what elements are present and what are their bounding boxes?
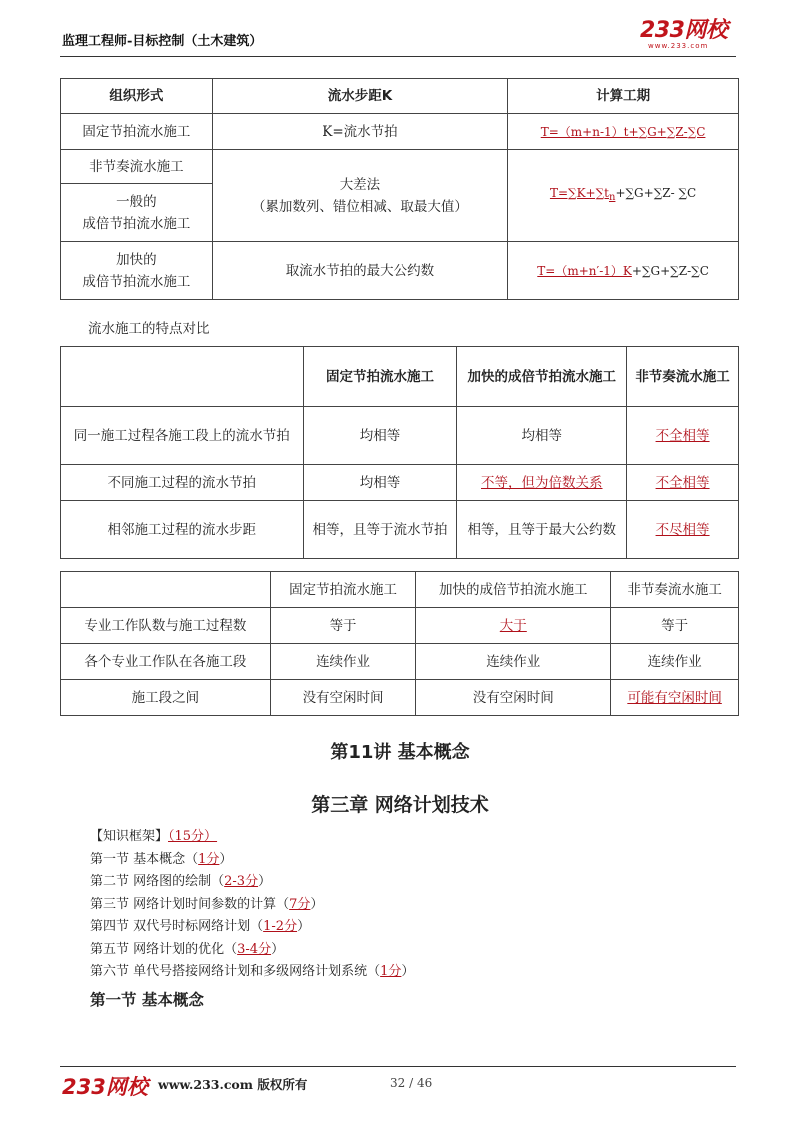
table-cell: 不等，但为倍数关系 (457, 465, 627, 501)
table-cell: 连续作业 (611, 644, 739, 680)
col-header: 组织形式 (61, 79, 213, 114)
framework-score: （15分） (168, 829, 218, 844)
item-text: 第二节 网络图的绘制（ (90, 874, 225, 889)
row-label: 施工段之间 (61, 680, 271, 716)
cell-line: 成倍节拍流水施工 (82, 273, 191, 290)
table-cell: 相等，且等于流水节拍 (303, 501, 457, 559)
framework-label (90, 826, 414, 849)
page-number: 32 / 46 (390, 1076, 433, 1090)
row-label: 各个专业工作队在各施工段 (61, 644, 271, 680)
cell-line: 一般的 (116, 193, 157, 210)
item-text: 第一节 基本概念（ (90, 851, 199, 867)
table-cell: 均相等 (457, 407, 627, 465)
table-cell: 连续作业 (416, 644, 611, 680)
footer-copyright: www.233.com 版权所有 (158, 1077, 308, 1092)
col-header (61, 347, 304, 407)
table-cell: 可能有空闲时间 (611, 680, 739, 716)
cell-line: 成倍节拍流水施工 (82, 215, 191, 232)
col-header: 流水步距K (212, 79, 507, 114)
item-score: 1分 (380, 964, 402, 979)
brand-logo (640, 20, 740, 56)
item-score: 3-4分 (237, 941, 272, 957)
col-header: 加快的成倍节拍流水施工 (416, 572, 611, 608)
table-cell (508, 242, 739, 300)
list-item (90, 871, 414, 894)
formula-table (60, 78, 739, 300)
col-header: 固定节拍流水施工 (270, 572, 416, 608)
list-item (90, 894, 414, 917)
table-cell (212, 150, 507, 242)
item-end: ） (258, 874, 272, 889)
table-cell: 不尽相等 (627, 501, 739, 559)
cell-line: （累加数列、错位相减、取最大值） (251, 198, 468, 215)
col-header (61, 572, 271, 608)
row-label: 不同施工过程的流水节拍 (61, 465, 304, 501)
col-header: 加快的成倍节拍流水施工 (457, 347, 627, 407)
table-cell: 大于 (416, 608, 611, 644)
item-end: ） (219, 851, 233, 867)
section-title: 第一节 基本概念 (90, 991, 204, 1009)
table-cell: 等于 (611, 608, 739, 644)
logo-text: 233网校 (640, 18, 728, 43)
list-item (90, 916, 414, 939)
col-header: 计算工期 (508, 79, 739, 114)
list-item (90, 939, 414, 962)
row-label: 专业工作队数与施工过程数 (61, 608, 271, 644)
table-cell: T=（m+n-1）t+∑G+∑Z-∑C (508, 114, 739, 150)
item-end: ） (297, 919, 311, 934)
header-rule (60, 56, 736, 57)
logo-url: www.233.com (648, 42, 709, 50)
lecture-title: 第11讲 基本概念 (330, 742, 470, 763)
item-score: 1-2分 (263, 919, 298, 934)
table-cell (508, 150, 739, 242)
table-cell: 固定节拍流水施工 (61, 114, 213, 150)
col-header: 非节奏流水施工 (627, 347, 739, 407)
item-text: 第五节 网络计划的优化（ (90, 941, 238, 957)
chapter-title: 第三章 网络计划技术 (311, 794, 489, 816)
table-cell: 没有空闲时间 (416, 680, 611, 716)
row-label: 同一施工过程各施工段上的流水节拍 (61, 407, 304, 465)
table-cell (61, 242, 213, 300)
footer-logo: 233网校 (62, 1075, 148, 1099)
formula-rest: +∑G+∑Z-∑C (631, 263, 709, 278)
table-cell: 没有空闲时间 (270, 680, 416, 716)
cell-line: 加快的 (116, 251, 157, 268)
table-caption: 流水施工的特点对比 (88, 321, 210, 337)
table-cell: 连续作业 (270, 644, 416, 680)
item-end: ） (271, 941, 285, 957)
knowledge-framework (90, 826, 414, 984)
footer-rule (60, 1066, 736, 1067)
formula-rest: +∑G+∑Z- ∑C (615, 186, 697, 200)
cell-line: 大差法 (339, 176, 381, 193)
list-item (90, 961, 414, 984)
formula-red: T=∑K+∑t (549, 186, 609, 200)
table-cell: 均相等 (303, 465, 457, 501)
list-item (90, 849, 414, 872)
item-end: ） (310, 896, 324, 912)
document-header-title: 监理工程师-目标控制（土木建筑） (62, 34, 263, 49)
table-cell: 相等，且等于最大公约数 (457, 501, 627, 559)
item-text: 第四节 双代号时标网络计划（ (90, 919, 264, 934)
item-text: 第三节 网络计划时间参数的计算（ (90, 896, 290, 912)
comparison-table-2 (60, 571, 739, 716)
table-cell (61, 184, 213, 242)
table-cell: 均相等 (303, 407, 457, 465)
formula-red: T=（m+n′-1）K (537, 263, 632, 278)
table-cell: 不全相等 (627, 407, 739, 465)
table-cell: 不全相等 (627, 465, 739, 501)
col-header: 非节奏流水施工 (611, 572, 739, 608)
table-cell: 等于 (270, 608, 416, 644)
item-end: ） (401, 964, 415, 979)
table-cell: 取流水节拍的最大公约数 (212, 242, 507, 300)
framework-label-text: 【知识框架】 (90, 829, 169, 844)
table-cell: K=流水节拍 (212, 114, 507, 150)
item-score: 7分 (289, 896, 311, 912)
col-header: 固定节拍流水施工 (303, 347, 457, 407)
comparison-table-1 (60, 346, 739, 559)
formula-subscript: n (608, 192, 616, 203)
row-label: 相邻施工过程的流水步距 (61, 501, 304, 559)
item-score: 1分 (198, 851, 220, 867)
item-score: 2-3分 (224, 874, 259, 889)
item-text: 第六节 单代号搭接网络计划和多级网络计划系统（ (90, 964, 381, 979)
table-cell: 非节奏流水施工 (61, 150, 213, 184)
